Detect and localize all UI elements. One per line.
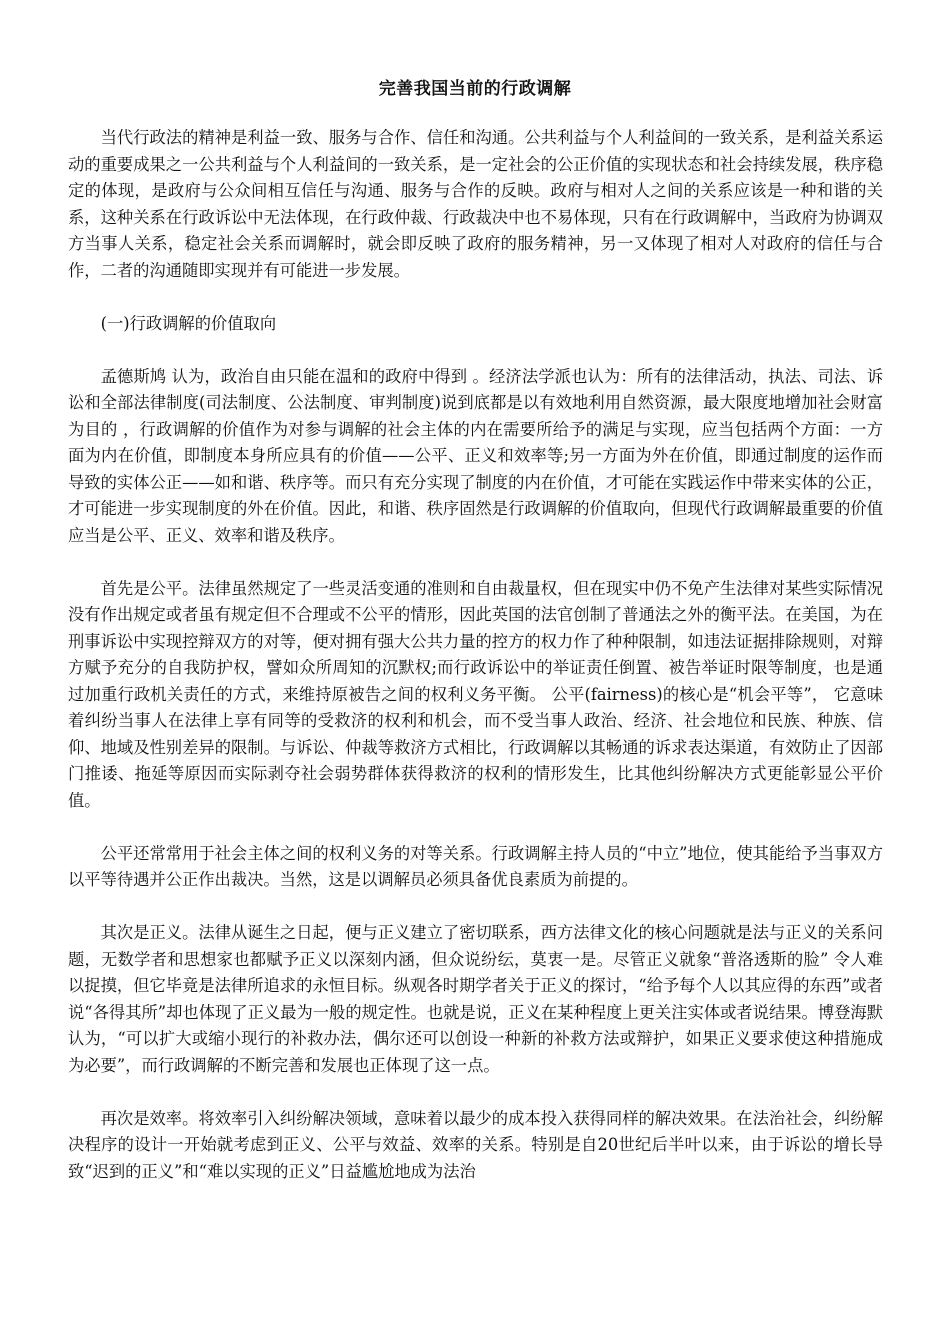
document-title: 完善我国当前的行政调解 bbox=[378, 79, 572, 99]
paragraph-value-orientation: 孟德斯鸠 认为，政治自由只能在温和的政府中得到 。经济法学派也认为：所有的法律活动，执法、司法、诉讼和全部法律制度(司法制度、公法制度、审判制度)说到底都是以有效地利用自然资源，最大限度地增加社会财富为目的 ，行政调解的价值作为对参与调解的社会主体的内在需要所给予的满足与实现，应当包括两个方面：一方面为内在价值，即制度本身所应具有的价值——公平、正义和效率等;另一方面为外在价值，即通过制度的运作而导致的实体公正——如和谐、秩序等。而只有充分实现了制度的内在价值，才可能在实践运作中带来实体的公正，才可能进一步实现制度的外在价值。因此，和谐、秩序固然是行政调解的价值取向，但现代行政调解最重要的价值应当是公平、正义、效率和谐及秩序。 bbox=[68, 366, 883, 545]
document-body bbox=[68, 125, 883, 1212]
paragraph-fairness-equality: 公平还常常用于社会主体之间的权利义务的对等关系。行政调解主持人员的“中立”地位，使其能给予当事双方以平等待遇并公正作出裁决。当然，这是以调解员必须具备优良素质为前提的。 bbox=[68, 843, 883, 889]
paragraph-justice: 其次是正义。法律从诞生之日起，便与正义建立了密切联系，西方法律文化的核心问题就是法与正义的关系问题，无数学者和思想家也都赋予正义以深刻内涵，但众说纷纭，莫衷一是。尽管正义就象“普洛透斯的脸” 令人难以捉摸，但它毕竟是法律所追求的永恒目标。纵观各时期学者关于正义的探讨，“给予每个人以其应得的东西”或者说“各得其所”却也体现了正义最为一般的规定性。也就是说，正义在某种程度上更关注实体或者说结果。博登海默认为，“可以扩大或缩小现行的补救办法，偶尔还可以创设一种新的补救方法或辩护，如果正义要求使这种措施成为必要”，而行政调解的不断完善和发展也正体现了这一点。 bbox=[68, 923, 884, 1075]
paragraph-efficiency: 再次是效率。将效率引入纠纷解决领域，意味着以最少的成本投入获得同样的解决效果。在法治社会，纠纷解决程序的设计一开始就考虑到正义、公平与效益、效率的关系。特别是自20世纪后半叶以来，由于诉讼的增长导致“迟到的正义”和“难以实现的正义”日益尴尬地成为法治 bbox=[68, 1108, 883, 1181]
section-heading: (一)行政调解的价值取向 bbox=[100, 313, 277, 333]
paragraph-intro: 当代行政法的精神是利益一致、服务与合作、信任和沟通。公共利益与个人利益间的一致关系，是利益关系运动的重要成果之一公共利益与个人利益间的一致关系，是一定社会的公正价值的实现状态和社会持续发展，秩序稳定的体现，是政府与公众间相互信任与沟通、服务与合作的反映。政府与相对人之间的关系应该是一种和谐的关系，这种关系在行政诉讼中无法体现，在行政仲裁、行政裁决中也不易体现，只有在行政调解中，当政府为协调双方当事人关系，稳定社会关系而调解时，就会即反映了政府的服务精神，另一又体现了相对人对政府的信任与合作，二者的沟通随即实现并有可能进一步发展。 bbox=[68, 128, 883, 280]
paragraph-fairness: 首先是公平。法律虽然规定了一些灵活变通的准则和自由裁量权，但在现实中仍不免产生法律对某些实际情况没有作出规定或者虽有规定但不合理或不公平的情形，因此英国的法官创制了普通法之外的衡平法。在美国，为在刑事诉讼中实现控辩双方的对等，便对拥有强大公共力量的控方的权力作了种种限制，如违法证据排除规则，对辩方赋予充分的自我防护权，譬如众所周知的沉默权;而行政诉讼中的举证责任倒置、被告举证时限等制度，也是通过加重行政机关责任的方式，来维持原被告之间的权利义务平衡。 公平(fairness)的核心是“机会平等”， 它意味着纠纷当事人在法律上享有同等的受救济的权利和机会，而不受当事人政治、经济、社会地位和民族、种族、信仰、地域及性别差异的限制。与诉讼、仲裁等救济方式相比，行政调解以其畅通的诉求表达渠道，有效防止了因部门推诿、拖延等原因而实际剥夺社会弱势群体获得救济的权利的情形发生，比其他纠纷解决方式更能彰显公平价值。 bbox=[68, 578, 883, 810]
